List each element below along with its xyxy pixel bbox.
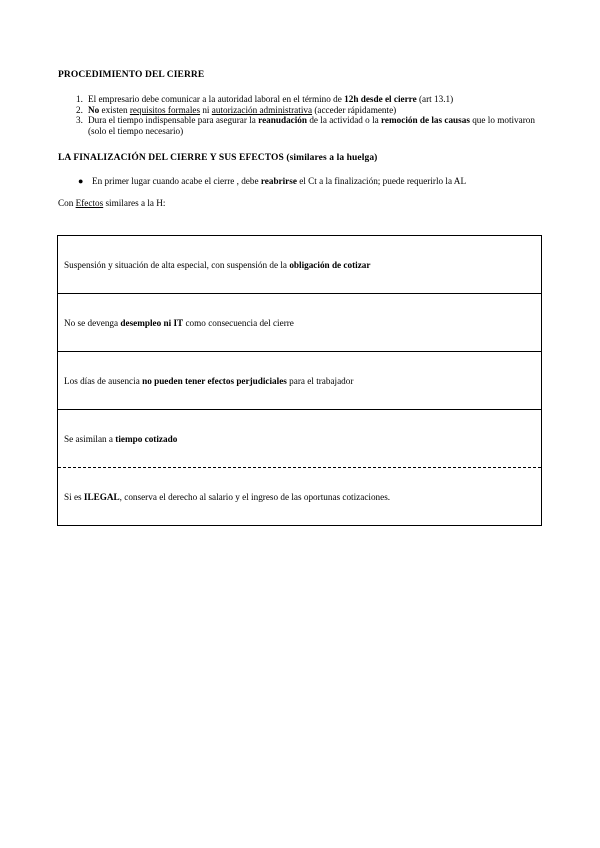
- list-item: [58, 105, 548, 116]
- list-item: [58, 94, 548, 105]
- item-number: 3.: [76, 115, 83, 125]
- item-text: [88, 105, 548, 116]
- text-run: No se devenga: [64, 317, 121, 328]
- bold-text: obligación de cotizar: [289, 259, 371, 270]
- list-item: [58, 176, 548, 187]
- underlined-text: autorización administrativa: [211, 104, 313, 115]
- item-text: [92, 176, 548, 187]
- table-cell: [58, 468, 542, 526]
- bullet-list: [58, 176, 548, 187]
- text-run: Con: [58, 198, 76, 208]
- table-row: [58, 294, 542, 352]
- procedure-list: [58, 94, 548, 136]
- underlined-text: Efectos: [75, 198, 104, 208]
- text-run: de la actividad o la: [307, 115, 381, 125]
- table-cell: [58, 236, 542, 294]
- effects-intro: [58, 198, 165, 208]
- bold-text: remoción de las causas: [381, 115, 470, 125]
- bold-text: No: [88, 104, 100, 115]
- text-run: El empresario debe comunicar a la autoridad laboral en el término de: [88, 94, 345, 104]
- bold-text: desempleo ni IT: [120, 317, 184, 328]
- text-run: Dura el tiempo indispensable para asegurar la: [88, 115, 259, 125]
- text-run: (acceder rápidamente): [312, 104, 397, 115]
- text-run: Los días de ausencia: [64, 375, 143, 386]
- table-row: [58, 236, 542, 294]
- text-run: como consecuencia del cierre: [183, 317, 294, 328]
- item-number: 1.: [76, 94, 83, 104]
- table-row: [58, 410, 542, 468]
- bullet-icon: ●: [78, 176, 84, 186]
- section-heading-procedimiento: PROCEDIMIENTO DEL CIERRE: [58, 70, 205, 80]
- text-run: el Ct a la finalización; puede requerirlo la AL: [296, 176, 467, 186]
- bold-text: tiempo cotizado: [115, 433, 178, 444]
- text-run: similares a la H:: [103, 198, 166, 208]
- text-run: Si es: [64, 491, 84, 502]
- text-run: existen: [99, 104, 130, 115]
- text-run: , conserva el derecho al salario y el ingreso de las oportunas cotizaciones.: [119, 491, 391, 502]
- bold-text: no pueden tener efectos perjudiciales: [142, 375, 287, 386]
- text-run: para el trabajador: [286, 375, 354, 386]
- bold-text: reabrirse: [260, 176, 297, 186]
- list-item: [58, 115, 548, 136]
- underlined-text: requisitos formales: [129, 104, 201, 115]
- text-run: (art 13.1): [416, 94, 454, 104]
- text-run: En primer lugar cuando acabe el cierre , debe: [92, 176, 261, 186]
- table-cell: [58, 352, 542, 410]
- text-run: que lo motivaron (solo el tiempo necesario): [88, 115, 535, 136]
- table-row: [58, 468, 542, 526]
- bold-text: ILEGAL: [83, 491, 120, 502]
- bold-text: reanudación: [258, 115, 308, 125]
- text-run: ni: [200, 104, 212, 115]
- text-run: Suspensión y situación de alta especial, con suspensión de la: [64, 259, 290, 270]
- section-heading-finalizacion: LA FINALIZACIÓN DEL CIERRE Y SUS EFECTOS (similares a la huelga): [58, 153, 378, 163]
- item-number: 2.: [76, 104, 83, 115]
- item-text: [88, 115, 548, 136]
- text-run: Se asimilan a: [64, 433, 116, 444]
- item-text: [88, 94, 548, 105]
- table-cell: [58, 294, 542, 352]
- bold-text: 12h desde el cierre: [344, 94, 417, 104]
- table-row: [58, 352, 542, 410]
- table-cell: [58, 410, 542, 468]
- effects-table: [57, 235, 542, 526]
